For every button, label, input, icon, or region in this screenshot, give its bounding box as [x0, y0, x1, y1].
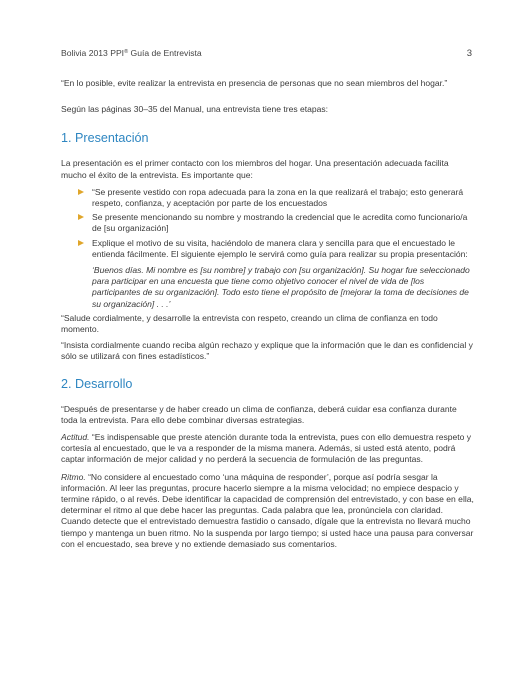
presentacion-intro: La presentación es el primer contacto con los miembros del hogar. Una presentación adecuada facilita mucho el éxito de la entrevista. Es importante que: — [61, 158, 449, 180]
arrow-bullet-icon — [78, 240, 84, 246]
intro-quote: “En lo posible, evite realizar la entrevista en presencia de personas que no sean miembros del hogar.” — [61, 78, 448, 88]
page-content — [61, 78, 474, 550]
arrow-bullet-icon — [78, 214, 84, 220]
greeting-paragraph: “Salude cordialmente, y desarrolle la entrevista con respeto, creando un clima de confianza en todo momento. — [61, 312, 438, 335]
actitud-label: Actitud. — [61, 432, 90, 443]
list-item: “Se presente vestido con ropa adecuada para la zona en la que realizará el trabajo; esto generará respeto, confianza, y aceptación por parte de los encuestados — [92, 187, 474, 209]
actitud-paragraph: Actitud. “Es indispensable que preste atención durante toda la entrevista, pues con ello demuestra respeto y cortesía al encuestado, que le va a responder de la misma manera. Además, si usted está atento, podrá captar información de mejor calidad y no perderá la secuencia de formulación de las preguntas. — [61, 432, 472, 465]
section-heading-presentacion: 1. Presentación — [61, 131, 149, 146]
stages-text: Según las páginas 30–35 del Manual, una entrevista tiene tres etapas: — [61, 104, 329, 115]
page-number: 3 — [466, 48, 472, 59]
ritmo-paragraph: Ritmo. “No considere al encuestado como ‘una máquina de responder’, porque así podría sesgar la información. Al leer las preguntas, procure hacerlo siempre a la misma velocidad; no empiece despacio y termine rápido, o al revés. Debe identificar la capacidad de comprensión del entrevistado, y con base en ella, determinar el ritmo al que debe hacer las preguntas. Cada palabra que lea, pronúnciela con claridad. Cuando detecte que el entrevistado demuestra fastidio o cansado, dígale que la entrevista no llevará mucho tiempo y mantenga un buen ritmo. No la suspenda por largo tiempo; si usted hace una pausa para conversar con el encuestado, sea breve y no extiende demasiado sus comentarios. — [61, 471, 474, 549]
presentacion-bullet-list — [61, 187, 474, 310]
section-heading-desarrollo: 2. Desarrollo — [61, 376, 133, 391]
arrow-bullet-icon — [78, 189, 84, 195]
insist-paragraph: “Insista cordialmente cuando reciba algún rechazo y explique que la información que le dan es confidencial y sólo se utilizará con fines estadísticos.” — [61, 340, 473, 362]
header-title: Bolivia 2013 PPI® Guía de Entrevista — [61, 48, 202, 58]
ritmo-label: Ritmo. — [61, 471, 86, 482]
list-item: Se presente mencionando su nombre y mostrando la credencial que le acredita como funcionario/a de [su organización] — [92, 212, 474, 234]
list-item: Explique el motivo de su visita, haciéndolo de manera clara y sencilla para que el encuestado le entienda fácilmente. El siguiente ejemplo le servirá como guía para realizar su propia presentación: ‘Buenos días. Mi nombre es [su nombre] y trabajo con [su organización]. Su hogar fue seleccionado para participar en una encuesta que tiene como objetivo conocer el nivel de vida de [los participantes de su organización]. Todo esto tiene el propósito de [mejorar la toma de decisiones de su organización] . . .’ — [92, 238, 474, 310]
presentation-example: ‘Buenos días. Mi nombre es [su nombre] y trabajo con [su organización]. Su hogar fue seleccionado para participar en una encuesta que tiene como objetivo conocer el nivel de vida de [los participantes de su organización]. Todo esto tiene el propósito de [mejorar la toma de decisiones de su organización] . . .’ — [92, 265, 470, 309]
desarrollo-intro: “Después de presentarse y de haber creado un clima de confianza, deberá cuidar esa confianza durante toda la entrevista. Para ello debe combinar diversas estrategias. — [61, 403, 457, 425]
page-header — [61, 48, 472, 62]
registered-mark: ® — [124, 49, 129, 55]
